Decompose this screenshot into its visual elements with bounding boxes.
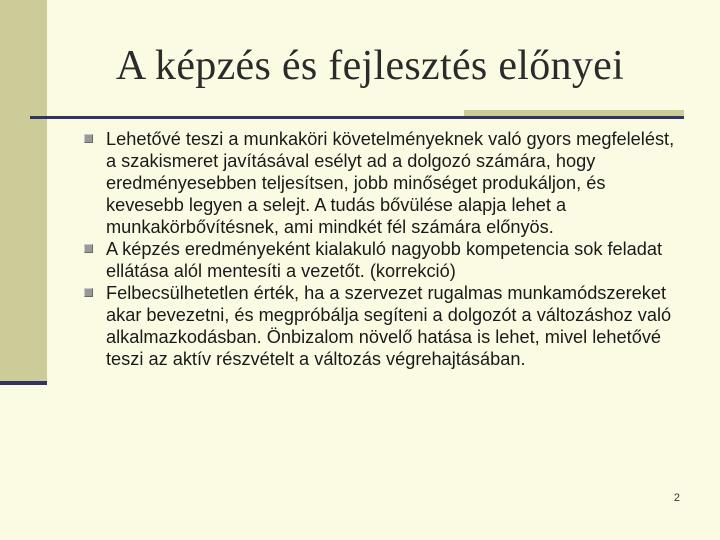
square-bullet-icon — [84, 288, 93, 297]
bullet-text: Lehetővé teszi a munkaköri követelményeknek való gyors megfelelést, a szakismeret javításával esélyt ad a dolgozó számára, hogy eredményesebben teljesítsen, jobb minőséget produkáljon, és kevesebb legyen a selejt. A tudás bővülése alapja lehet a munkakörbővítésnek, ami mindkét fél számára előnyös. — [106, 129, 675, 237]
bullet-item — [84, 128, 684, 238]
square-bullet-icon — [84, 134, 93, 143]
bullet-text: A képzés eredményeként kialakuló nagyobb kompetencia sok feladat ellátása alól mentesíti a vezetőt. (korrekció) — [106, 239, 663, 281]
title-underline — [30, 116, 684, 119]
side-accent-bar-cap — [0, 381, 47, 385]
bullet-text: Felbecsülhetetlen érték, ha a szervezet rugalmas munkamódszereket akar bevezetni, és megpróbálja segíteni a dolgozót a változáshoz való alkalmazkodásban. Önbizalom növelő hatása is lehet, mivel lehetővé teszi az aktív részvételt a változás végrehajtásában. — [106, 283, 672, 369]
side-accent-bar — [0, 0, 47, 381]
page-number: 2 — [673, 492, 680, 504]
bullet-list — [84, 128, 684, 370]
bullet-item — [84, 282, 684, 370]
bullet-item — [84, 238, 684, 282]
square-bullet-icon — [84, 244, 93, 253]
slide-title: A képzés és fejlesztés előnyei — [115, 43, 625, 89]
